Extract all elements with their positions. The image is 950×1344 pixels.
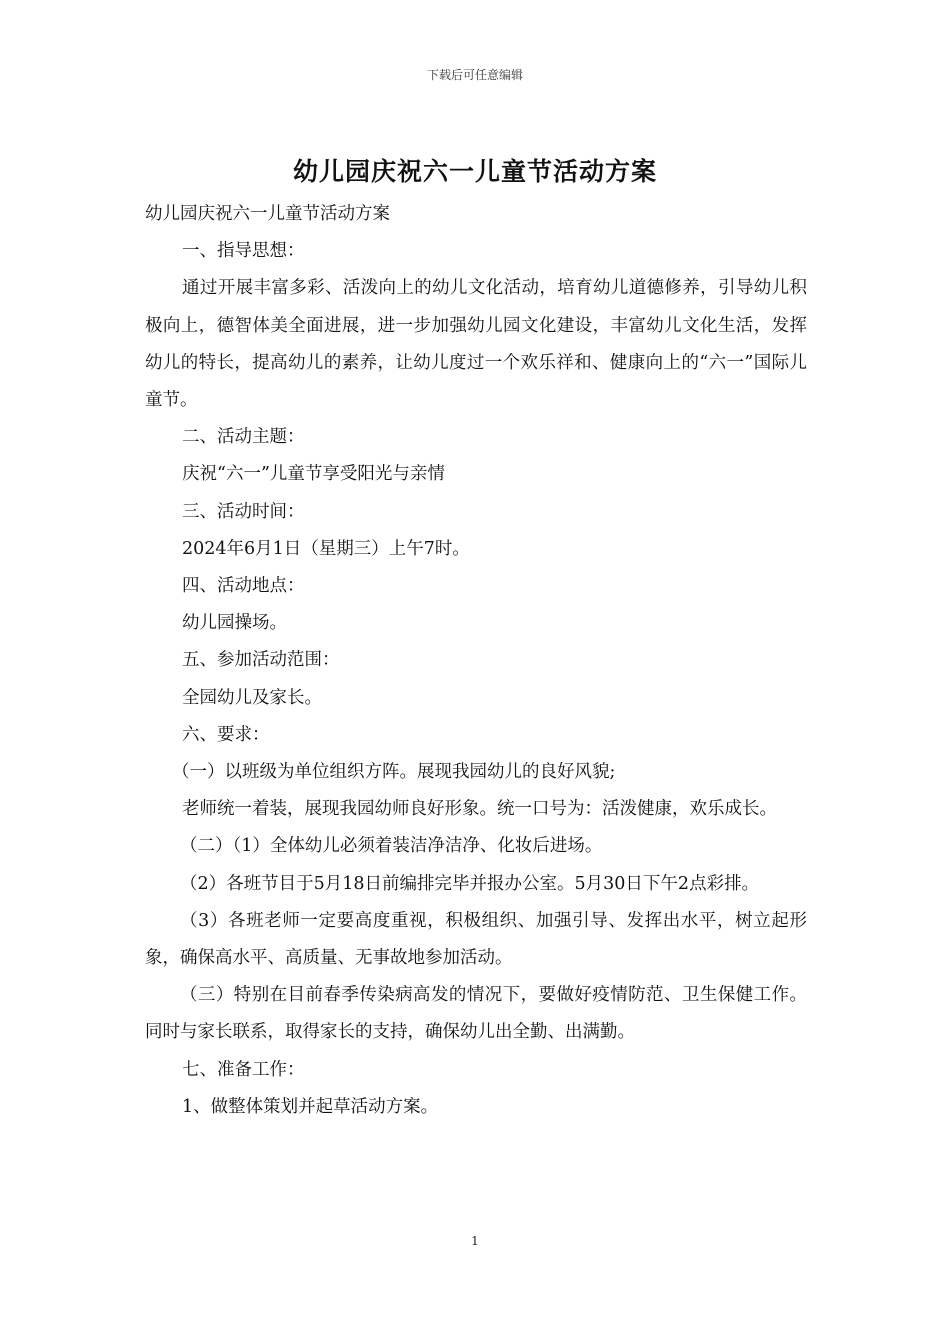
body-paragraph: 幼儿园操场。 (182, 613, 287, 634)
section-heading: 二、活动主题： (182, 427, 305, 448)
section-heading: 四、活动地点： (182, 576, 305, 597)
body-paragraph: 全园幼儿及家长。 (182, 687, 322, 708)
body-paragraph: （一）以班级为单位组织方阵。展现我园幼儿的良好风貌; (172, 762, 616, 783)
section-heading: 一、指导思想： (182, 241, 305, 262)
section-heading: 三、活动时间： (182, 501, 305, 522)
body-paragraph: （三）特别在目前春季传染病高发的情况下，要做好疫情防范、卫生保健工作。同时与家长联系，取得家长的支持，确保幼儿出全勤、出满勤。 (145, 985, 807, 1043)
subtitle-paragraph: 幼儿园庆祝六一儿童节活动方案 (145, 204, 390, 224)
body-paragraph: 通过开展丰富多彩、活泼向上的幼儿文化活动，培育幼儿道德修养，引导幼儿积极向上，德智体美全面进展，进一步加强幼儿园文化建设，丰富幼儿文化生活，发挥幼儿的特长，提高幼儿的素养，让幼儿度过一个欢乐祥和、健康向上的“六一”国际儿童节。 (145, 278, 807, 411)
body-paragraph: （3）各班老师一定要高度重视，积极组织、加强引导、发挥出水平，树立起形象，确保高水平、高质量、无事故地参加活动。 (145, 910, 807, 969)
body-paragraph: 1、做整体策划并起草活动方案。 (182, 1096, 439, 1117)
section-heading: 七、准备工作： (182, 1059, 305, 1080)
body-paragraph: 庆祝“六一”儿童节享受阳光与亲情 (182, 464, 445, 485)
body-paragraph: （2）各班节目于5月18日前编排完毕并报办公室。5月30日下午2点彩排。 (180, 873, 760, 894)
body-paragraph: 2024年6月1日（星期三）上午7时。 (182, 538, 470, 559)
body-paragraph: 老师统一着装，展现我园幼师良好形象。统一口号为：活泼健康，欢乐成长。 (182, 799, 777, 820)
section-heading: 六、要求： (182, 724, 270, 745)
document-title: 幼儿园庆祝六一儿童节活动方案 (292, 157, 657, 186)
document-body (145, 196, 807, 1126)
section-heading: 五、参加活动范围： (182, 650, 340, 671)
body-paragraph: （二）（1）全体幼儿必须着装洁净洁净、化妆后进场。 (180, 836, 603, 857)
page-number: 1 (471, 1234, 479, 1248)
page-header-note: 下载后可任意编辑 (426, 68, 523, 82)
